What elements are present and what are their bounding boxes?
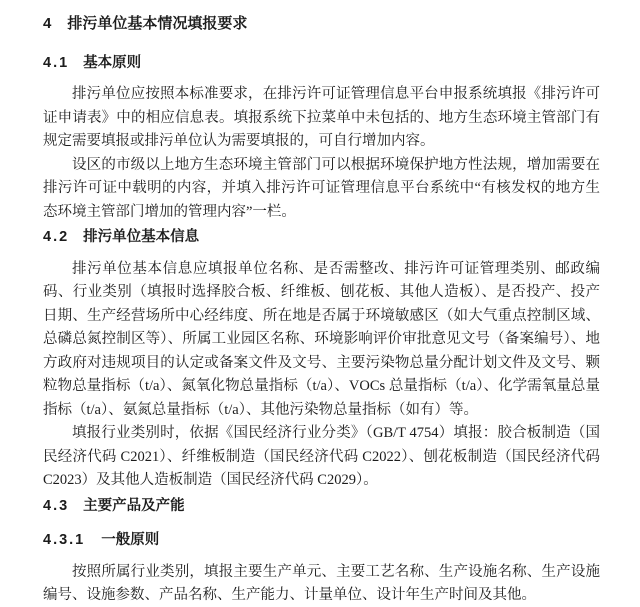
section-heading-4-3 (43, 495, 600, 519)
paragraph-local-authority: 设区的市级以上地方生态环境主管部门可以根据环境保护地方性法规，增加需要在排污许可证中载明的内容，并填入排污许可证管理信息平台系统中“有核发权的地方生态环境主管部门增加的管理内容”一栏。 (43, 156, 600, 220)
section-number: 4.3.1 (43, 532, 86, 548)
section-heading-4-3-1 (43, 529, 600, 553)
section-number: 4.1 (43, 54, 70, 71)
section-heading-4-2 (43, 226, 600, 250)
section-heading-4-1 (43, 52, 600, 76)
section-title: 基本原则 (83, 54, 142, 71)
chapter-number: 4 (43, 15, 54, 32)
section-title: 排污单位基本信息 (83, 229, 200, 245)
paragraph-basic-info-items: 排污单位基本信息应填报单位名称、是否需整改、排污许可证管理类别、邮政编码、行业类别（填报时选择胶合板、纤维板、刨花板、其他人造板）、是否投产、投产日期、生产经营场所中心经纬度、所在地是否属于环境敏感区（如大气重点控制区域、总磷总氮控制区等）、所属工业园区名称、环境影响评价审批意见文号（备案编号）、地方政府对违规项目的认定或备案文件及文号、主要污染物总量分配计划文件及文号、颗粒物总量指标（t/a）、氮氧化物总量指标（t/a）、VOCs 总量指标（t/a）、化学需氧量总量指标（t/a）、氨氮总量指标（t/a）、其他污染物总量指标（如有）等。 (43, 260, 600, 418)
section-number: 4.2 (43, 229, 70, 245)
chapter-title: 排污单位基本情况填报要求 (67, 15, 248, 32)
section-number: 4.3 (43, 497, 70, 514)
section-title: 主要产品及产能 (83, 497, 185, 514)
paragraph-platform-filing: 排污单位应按照本标准要求，在排污许可证管理信息平台申报系统填报《排污许可证申请表》中的相应信息表。填报系统下拉菜单中未包括的、地方生态环境主管部门有规定需要填报或排污单位认为需要填报的，可自行增加内容。 (43, 86, 600, 149)
chapter-heading (43, 12, 600, 36)
section-title: 一般原则 (101, 532, 160, 548)
paragraph-industry-codes: 填报行业类别时，依据《国民经济行业分类》（GB/T 4754）填报：胶合板制造（国民经济代码 C2021）、纤维板制造（国民经济代码 C2022）、刨花板制造（国民经济代码 C2023）及其他人造板制造（国民经济代码 C2029）。 (43, 425, 600, 488)
paragraph-production-units: 按照所属行业类别，填报主要生产单元、主要工艺名称、生产设施名称、生产设施编号、设施参数、产品名称、生产能力、计量单位、设计年生产时间及其他。 (43, 563, 600, 603)
